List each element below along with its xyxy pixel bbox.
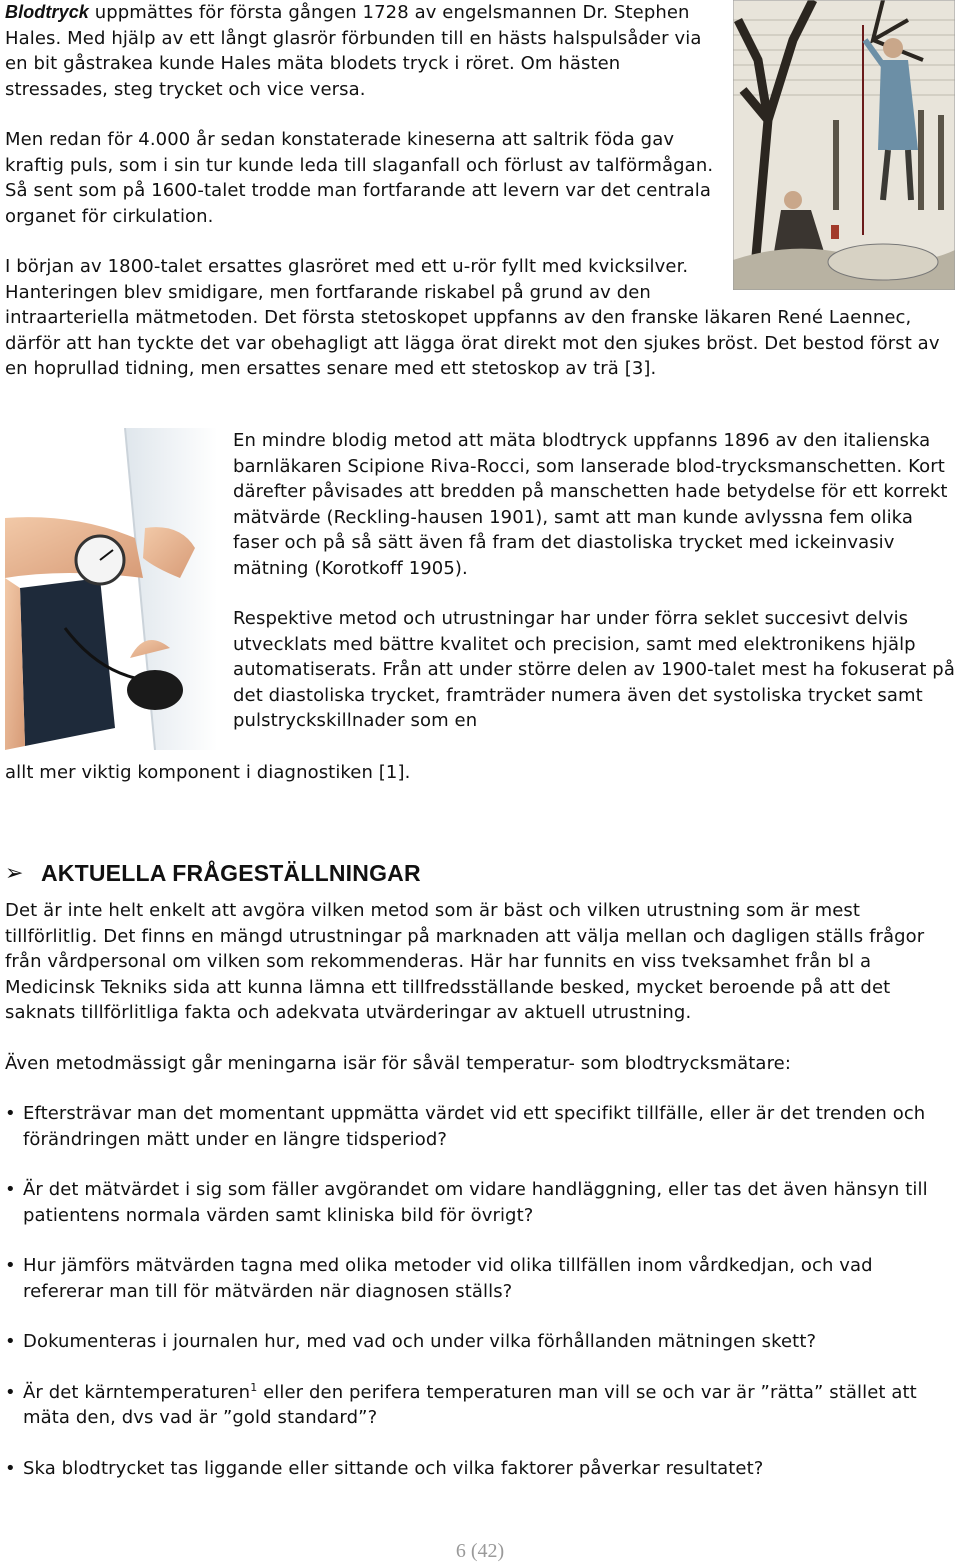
paragraph-method-disagreement: Även metodmässigt går meningarna isär för såväl temperatur- som blodtrycksmätare: xyxy=(5,1052,792,1074)
list-item: • Är det mätvärdet i sig som fäller avgörandet om vidare handläggning, eller tas det även hänsyn till patientens normala värden samt kliniska bild för övrigt? xyxy=(5,1177,955,1228)
paragraph-uncertainty: Det är inte helt enkelt att avgöra vilken metod som är bäst och vilken utrustning som är mest tillförlitlig. Det finns en mängd utrustningar på marknaden att välja mellan och dagligen ställs frågor från vårdpersonal om vilken som rekommenderas. Här har funnits en viss tveksamhet från bl a Medicinsk Tekniks sida att kunna lämna ett tillfredsställande besked, mycket beroende på att det saknats tillförlitliga fakta och adekvata utvärderingar av aktuell utrustning. xyxy=(5,900,925,1023)
section-title: AKTUELLA FRÅGESTÄLLNINGAR xyxy=(41,860,421,886)
paragraph-development-continued-wrap xyxy=(5,760,955,786)
riva-rocci-section xyxy=(233,428,955,734)
arrow-bullet-icon: ➢ xyxy=(5,861,24,886)
historical-engraving-illustration xyxy=(733,0,955,290)
paragraph-history-china: Men redan för 4.000 år sedan konstaterade kineserna att saltrik föda gav kraftig puls, som i sin tur kunde leda till slaganfall och förlust av talförmågan. Så sent som på 1600-talet trodde man fortfarande att levern var det centrala organet för cirkulation. xyxy=(5,129,714,227)
footnote-ref[interactable]: 1 xyxy=(250,1380,258,1394)
paragraph-history-mercury: I början av 1800-talet ersattes glasröret med ett u-rör fyllt med kvicksilver. Hanteringen blev smidigare, men fortfarande riskabel på grund av den intraarteriella mätmetoden. Det första stetoskopet uppfanns av den franske läkaren René Laennec, därför att han tyckte det var obehagligt att lägga örat direkt mot den sjukes bröst. Det bestod först av en hoprullad tidning, men ersattes senare med ett stetoskop av trä [3]. xyxy=(5,256,940,379)
bullet-icon: • xyxy=(5,1381,16,1403)
bullet-icon: • xyxy=(5,1179,16,1200)
bullet-icon: • xyxy=(5,1331,16,1352)
bullet-icon: • xyxy=(5,1255,16,1276)
list-item: • Ska blodtrycket tas liggande eller sittande och vilka faktorer påverkar resultatet? xyxy=(5,1456,955,1482)
lead-word: Blodtryck xyxy=(5,2,89,22)
intro-section xyxy=(5,0,955,407)
list-item: • Dokumenteras i journalen hur, med vad och under vilka förhållanden mätningen skett? xyxy=(5,1329,955,1355)
list-item: • Är det kärntemperaturen$^1$ eller den perifera temperaturen man vill se och var är ”rätta” stället att mäta den, dvs vad är ”gold standard”? xyxy=(5,1380,955,1431)
paragraph-riva-rocci: En mindre blodig metod att mäta blodtryck uppfanns 1896 av den italienska barnläkaren Scipione Riva-Rocci, som lanserade blod-trycksmanschetten. Kort därefter påvisades att bredden på manschetten hade betydelse för ett korrekt mätvärde (Reckling-hausen 1901), samt att man kunde avlyssna fem olika faser och på så sätt även få fram det diastoliska trycket med ickeinvasiv mätning (Korotkoff 1905). xyxy=(233,430,948,579)
page-number: 6 (42) xyxy=(455,1540,505,1562)
list-item: • Hur jämförs mätvärden tagna med olika metoder vid olika tillfällen inom vårdkedjan, och vad refererar man till för mätvärden när diagnosen ställs? xyxy=(5,1253,955,1304)
bullet-icon: • xyxy=(5,1103,16,1124)
blood-pressure-cuff-photo xyxy=(5,428,217,750)
list-item: • Eftersträvar man det momentant uppmätta värdet vid ett specifikt tillfälle, eller är det trenden och förändringen mätt under en längre tidsperiod? xyxy=(5,1101,955,1152)
questions-section xyxy=(5,898,955,1506)
paragraph-development-continued: allt mer viktig komponent i diagnostiken [1]. xyxy=(5,762,411,783)
paragraph-text: uppmättes för första gången 1728 av engelsmannen Dr. Stephen Hales. Med hjälp av ett långt glasrör förbunden till en hästs halspulsåder via en bit gåstrakea kunde Hales mäta blodets tryck i röret. Om hästen stressades, steg trycket och vice versa. xyxy=(5,2,702,100)
section-heading xyxy=(5,860,955,887)
bullet-icon: • xyxy=(5,1457,16,1479)
paragraph-development: Respektive metod och utrustningar har under förra seklet succesivt delvis utvecklats med bättre kvalitet och precision, samt med elektronikens hjälp automatiserats. Från att under större delen av 1900-talet mest ha fokuserat på det diastoliska trycket, framträder numera även det systoliska trycket samt pulstryckskillnader som en xyxy=(233,608,955,731)
